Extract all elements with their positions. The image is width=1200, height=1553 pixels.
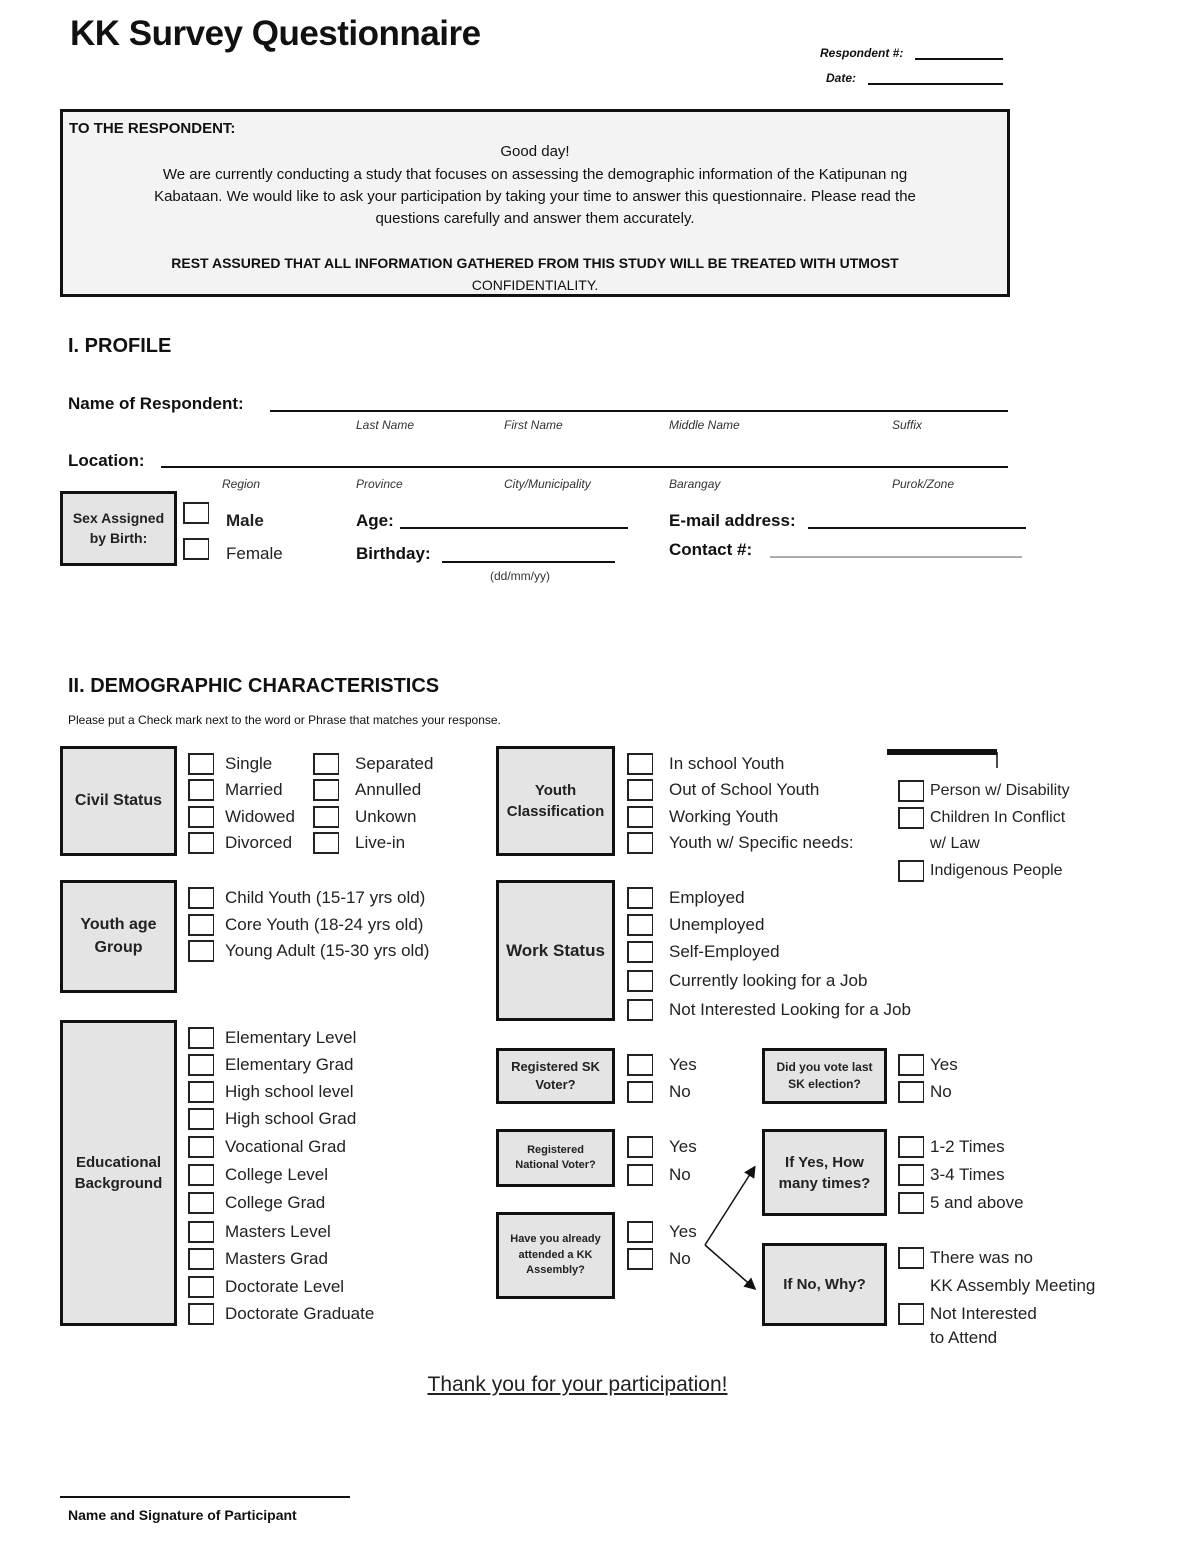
reason-not-attended-option-label: to Attend [930,1328,998,1347]
male-label: Male [226,511,264,530]
work-status-option-label: Not Interested Looking for a Job [669,1000,911,1019]
times-voted-option-label: 3-4 Times [930,1165,1005,1184]
youth-age-group-label-box: Youth age Group [60,880,177,993]
civil-status-option-label: Unkown [355,807,417,826]
intro-body-line: We are currently conducting a study that focuses on assessing the demographic information of the Katipunan ng [162,166,908,183]
work-status-option-label: Unemployed [669,915,765,934]
civil-status-option-label: Annulled [355,780,422,799]
reason-not-attended-option-label: KK Assembly Meeting [930,1276,1096,1295]
attended-kk-assembly-label-box: Have you already attended a KK Assembly? [496,1212,615,1299]
birthday-label: Birthday: [356,544,431,563]
intro-heading: TO THE RESPONDENT: [69,120,236,137]
confidentiality-notice: CONFIDENTIALITY. [471,277,599,293]
location-part-label: Province [356,477,403,491]
youth-age-group-option-label: Core Youth (18-24 yrs old) [225,915,424,934]
email-label: E-mail address: [669,511,796,530]
attended-kk-assembly-option-label: No [669,1249,691,1268]
name-part-label: Suffix [892,418,923,432]
youth-classification-option-label: Out of School Youth [669,780,820,799]
demographics-heading: II. DEMOGRAPHIC CHARACTERISTICS [68,675,440,697]
arrow-to-if-yes [705,1168,754,1245]
age-label: Age: [356,511,394,530]
youth-classification-label-box: Youth Classification [496,746,615,856]
youth-classification-option-label: Youth w/ Specific needs: [669,833,854,852]
location-part-label: Purok/Zone [892,477,955,491]
thank-you-message: Thank you for your participation! [427,1373,728,1396]
intro-body-line: questions carefully and answer them accurately. [375,210,695,227]
reason-not-attended-label-box: If No, Why? [762,1243,887,1326]
name-part-label: First Name [504,418,563,432]
sex-label-box: Sex Assigned by Birth: [60,491,177,566]
location-label: Location: [68,451,145,470]
voted-last-sk-election-option-label: Yes [930,1055,958,1074]
contact-label: Contact #: [669,540,753,559]
registered-sk-voter-option-label: Yes [669,1055,697,1074]
work-status-option-label: Self-Employed [669,942,780,961]
civil-status-option-label: Divorced [225,833,293,852]
intro-greeting: Good day! [500,143,570,160]
educational-background-option-label: Elementary Grad [225,1055,354,1074]
respondent-number-label: Respondent #: [820,46,904,60]
registered-national-voter-label-box: Registered National Voter? [496,1129,615,1187]
name-part-label: Last Name [356,418,415,432]
signature-field[interactable] [60,1496,350,1498]
birthday-format-hint: (dd/mm/yy) [490,569,550,583]
demographics-instruction: Please put a Check mark next to the word or Phrase that matches your response. [68,713,501,727]
work-status-label-box: Work Status [496,880,615,1021]
educational-background-option-label: Masters Level [225,1222,331,1241]
registered-sk-voter-option-label: No [669,1082,691,1101]
educational-background-option-label: Vocational Grad [225,1137,346,1156]
name-label: Name of Respondent: [68,394,244,413]
youth-age-group-option-label: Child Youth (15-17 yrs old) [225,888,426,907]
signature-label: Name and Signature of Participant [68,1507,297,1523]
work-status-option-label: Employed [669,888,745,907]
civil-status-option-label: Widowed [225,807,295,826]
page-title: KK Survey Questionnaire [70,14,481,53]
specific-needs-option-label: Children In Conflict [930,809,1066,826]
civil-status-option-label: Live-in [355,833,406,852]
female-label: Female [226,544,283,563]
work-status-option-label: Currently looking for a Job [669,971,868,990]
location-part-label: Barangay [669,477,721,491]
arrow-to-if-no [705,1245,754,1288]
times-voted-option-label: 5 and above [930,1193,1024,1212]
location-part-label: City/Municipality [504,477,591,491]
specific-needs-connector [887,749,997,755]
registered-national-voter-option-label: Yes [669,1137,697,1156]
educational-background-option-label: Doctorate Level [225,1277,345,1296]
location-part-label: Region [222,477,261,491]
reason-not-attended-option-label: There was no [930,1248,1033,1267]
youth-classification-option-label: Working Youth [669,807,779,826]
educational-background-label-box: Educational Background [60,1020,177,1326]
youth-age-group-option-label: Young Adult (15-30 yrs old) [225,941,430,960]
civil-status-option-label: Married [225,780,283,799]
attended-kk-assembly-option-label: Yes [669,1222,697,1241]
educational-background-option-label: High school Grad [225,1109,357,1128]
reason-not-attended-option-label: Not Interested [930,1304,1037,1323]
voted-last-sk-election-option-label: No [930,1082,952,1101]
registered-national-voter-option-label: No [669,1165,691,1184]
specific-needs-option-label: Person w/ Disability [930,782,1070,799]
civil-status-label-box: Civil Status [60,746,177,856]
educational-background-option-label: College Grad [225,1193,326,1212]
confidentiality-notice: REST ASSURED THAT ALL INFORMATION GATHERED FROM THIS STUDY WILL BE TREATED WITH UTMOST [171,255,899,271]
civil-status-option-label: Single [225,754,273,773]
specific-needs-option-label: w/ Law [930,835,980,852]
specific-needs-option-label: Indigenous People [930,862,1063,879]
name-part-label: Middle Name [669,418,740,432]
date-label: Date: [826,71,857,85]
profile-heading: I. PROFILE [68,335,172,357]
voted-last-sk-election-label-box: Did you vote last SK election? [762,1048,887,1104]
educational-background-option-label: Doctorate Graduate [225,1304,375,1323]
educational-background-option-label: Elementary Level [225,1028,357,1047]
educational-background-option-label: High school level [225,1082,354,1101]
intro-body-line: Kabataan. We would like to ask your participation by taking your time to answer this questionnaire. Please read the [154,188,916,205]
youth-classification-option-label: In school Youth [669,754,785,773]
educational-background-option-label: College Level [225,1165,329,1184]
times-voted-label-box: If Yes, How many times? [762,1129,887,1216]
civil-status-option-label: Separated [355,754,434,773]
educational-background-option-label: Masters Grad [225,1249,328,1268]
times-voted-option-label: 1-2 Times [930,1137,1005,1156]
registered-sk-voter-label-box: Registered SK Voter? [496,1048,615,1104]
